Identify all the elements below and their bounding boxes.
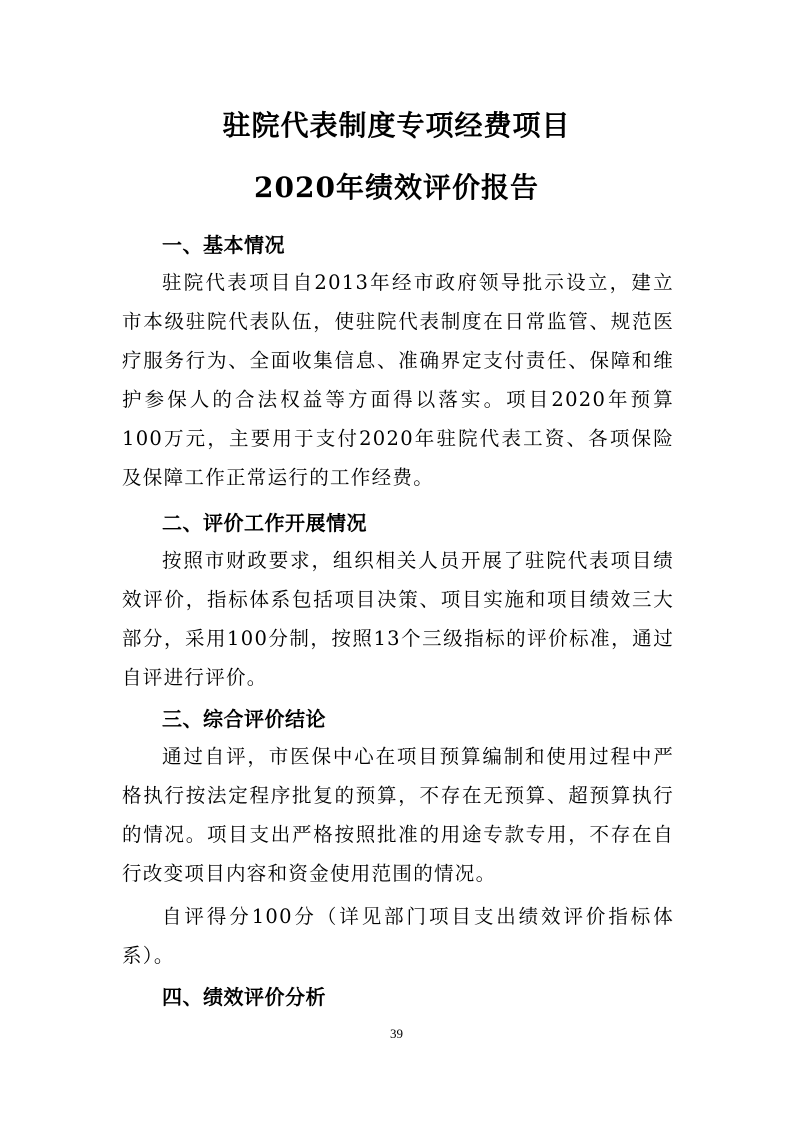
report-title-line2: 2020年绩效评价报告 (254, 171, 539, 204)
section-paragraph-evaluation-work: 按照市财政要求，组织相关人员开展了驻院代表项目绩效评价，指标体系包括项目决策、项目实施和项目绩效三大部分，采用100分制，按照13个三级指标的评价标准，通过自评进行评价。 (122, 549, 674, 689)
section-heading-evaluation-work: 二、评价工作开展情况 (162, 511, 367, 535)
page-number: 39 (390, 1026, 403, 1041)
section-heading-performance-analysis: 四、绩效评价分析 (162, 985, 326, 1009)
section-heading-conclusion: 三、综合评价结论 (162, 707, 326, 731)
section-heading-basic-info: 一、基本情况 (162, 233, 285, 257)
section-paragraph-basic-info: 驻院代表项目自2013年经市政府领导批示设立，建立市本级驻院代表队伍，使驻院代表制度在日常监管、规范医疗服务行为、全面收集信息、准确界定支付责任、保障和维护参保人的合法权益等方面得以落实。项目2020年预算100万元，主要用于支付2020年驻院代表工资、各项保险及保障工作正常运行的工作经费。 (122, 271, 674, 489)
section-paragraph-conclusion: 通过自评，市医保中心在项目预算编制和使用过程中严格执行按法定程序批复的预算，不存在无预算、超预算执行的情况。项目支出严格按照批准的用途专款专用，不存在自行改变项目内容和资金使用范围的情况。 (122, 745, 674, 885)
report-title-line1: 驻院代表制度专项经费项目 (222, 109, 571, 142)
section-paragraph-self-score: 自评得分100分（详见部门项目支出绩效评价指标体系）。 (122, 905, 674, 967)
